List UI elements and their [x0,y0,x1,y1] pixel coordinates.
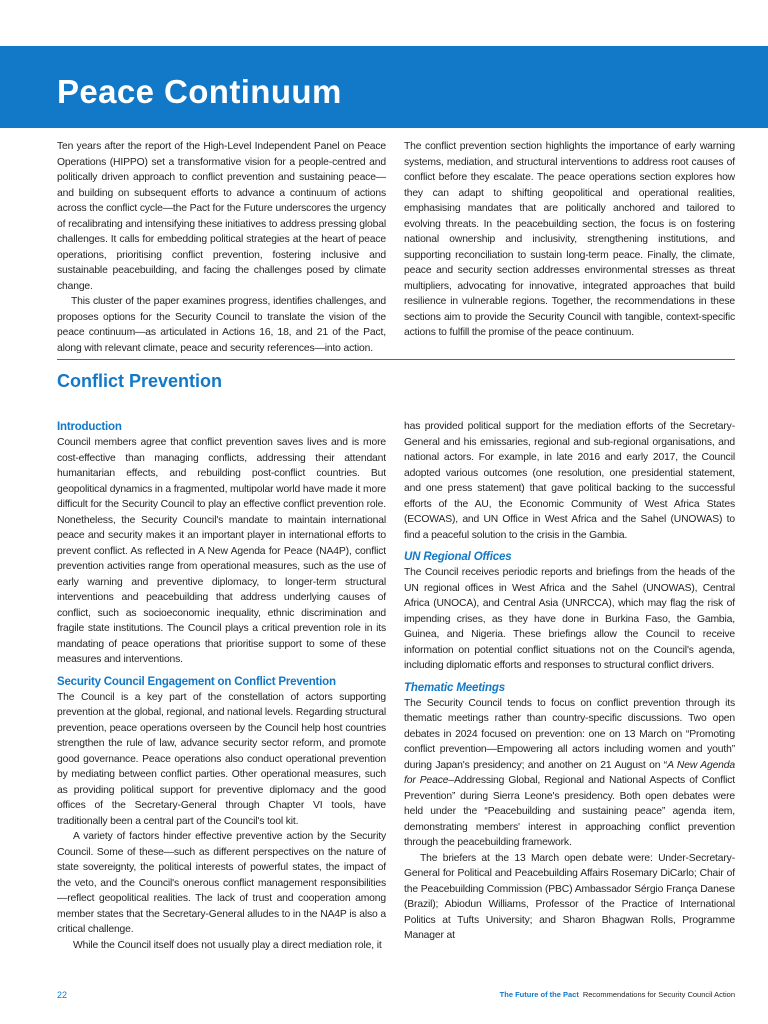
introduction-heading: Introduction [57,421,122,433]
body-paragraph: The Council receives periodic reports and briefings from the heads of the UN regional offices in West Africa and the Sahel (UNOWAS), Central Africa (UNOCA), and Central Asia (UNRCCA), which may flag the risk of impending crises, as they have done in Burkina Faso, the Gambia, Guinea, and Nigeria. These briefings allow the Council to receive information on potential conflict situations not on the Council's agenda, including diplomatic efforts and responses to structural conflict drivers. [404,567,735,671]
body-paragraph: The Council is a key part of the constellation of actors supporting prevention at the global, regional, and national levels. Regarding structural prevention, peace operations overseen by the Council help host countries strengthen the rule of law, advance security sector reform, and promote good governance. Peace operations also conduct operational prevention by mediating between conflict parties. Other operational measures, such as providing political support for preventive diplomacy and the good offices of the Secretary-General through Chapter VI tools, have traditionally been a central part of the Council's tool kit. [57,691,386,827]
body-paragraph: While the Council itself does not usually play a direct mediation role, it [73,939,382,951]
engagement-heading: Security Council Engagement on Conflict Prevention [57,675,336,688]
body-right-column [404,419,735,944]
body-paragraph: has provided political support for the mediation efforts of the Secretary-General and his emissaries, regional and sub-regional organisations, and national actors. For example, in late 2016 and early 2017, the Council adopted various outcomes (one resolution, one presidential statement, and one press statement) that gave political backing to the successful efforts of the AU, the Economic Community of West Africa States (ECOWAS), and UN Office in West Africa and the Sahel (UNOWAS) to find a peaceful solution to the crisis in the Gambia. [404,421,735,541]
body-paragraph: Council members agree that conflict prevention saves lives and is more cost-effective than managing conflicts, addressing their attendant humanitarian effects, and rebuilding post-conflict countries. But geopolitical dynamics in a fragmented, multipolar world have made it more difficult for the Security Council to play an effective conflict prevention role. Nonetheless, the Security Council's mandate to maintain international peace and security makes it an important player in international efforts to prevent conflict. As reflected in A New Agenda for Peace (NA4P), conflict prevention activities range from operational measures, such as the use of early warning and preventive diplomacy, to longer-term structural interventions and peacebuilding that address underlying causes of conflict, such as socioeconomic inequality, ethnic discrimination and fragile state institutions. The Council plays a critical prevention role in its mandating of peace operations that prioritise support to some of these measures and interventions. [57,437,386,665]
page-title: Peace Continuum [57,73,342,110]
body-paragraph: The briefers at the 13 March open debate were: Under-Secretary-General for Political and Peacebuilding Affairs Rosemary DiCarlo; Chair of the Peacebuilding Commission (PBC) Ambassador Sérgio França Danese (Brazil); Abiodun Williams, Professor of the Practice of International Politics at Tufts University; and Sharon Bhagwan Rolls, Programme Manager at [404,852,735,941]
running-footer [500,990,735,1000]
page-number: 22 [57,990,68,1000]
thematic-meetings-heading: Thematic Meetings [404,681,505,694]
intro-right-column [404,139,735,341]
thematic-text: The Security Council tends to focus on conflict prevention through its thematic meetings rather than country-specific discussions. Two open debates in 2024 focused on prevention: one on 13 March on “Promoting conflict prevention—Empowering all actors including women and youth” during Japan's presidency; and another on 21 August on “ [404,697,735,771]
section-divider [57,359,735,360]
intro-left-column [57,139,386,356]
intro-paragraph: The conflict prevention section highlights the importance of early warning systems, mediation, and structural interventions to address root causes of conflict before they escalate. The peace operations section explores how they can adapt to shifting geopolitical and operational realities, emphasising mandates that are politically anchored and tailored to evolving threats. In the peacebuilding section, the focus is on fostering national ownership and inclusivity, strengthening institutions, and supporting reconciliation to sustain long-term peace. Finally, the climate, peace and security section addresses environmental stresses as threat multipliers, advocating for innovative, integrated approaches that build resilience in vulnerable regions. Together, the recommendations in these sections aim to provide the Security Council with tangible, context-specific actions to fulfill the promise of the peace continuum. [404,141,735,338]
na4p-title: A New Agenda for Peace [404,759,735,786]
regional-offices-heading: UN Regional Offices [404,551,512,563]
publication-subtitle: Recommendations for Security Council Action [582,990,735,999]
publication-title: The Future of the Pact [499,990,579,999]
thematic-text: –Addressing Global, Regional and National Aspects of Conflict Prevention” during Sierra Leone's presidency. Both open debates were held under the “Peacebuilding and sustaining peace” agenda item, demonstrating members' interest in approaching conflict prevention through the peacebuilding framework. [404,775,735,848]
intro-paragraph: Ten years after the report of the High-Level Independent Panel on Peace Operations (HIPPO) set a transformative vision for a people-centred and politically driven approach to conflict prevention and sustaining peace—and building on subsequent efforts to advance a continuum of actions across the conflict cycle—the Pact for the Future underscores the urgency of recalibrating and intensifying these initiatives to address pressing global challenges. It calls for embedding political strategies at the heart of peace operations, prioritising conflict prevention, fostering inclusive and sustainable peacebuilding, and facing the challenges posed by climate change. [57,141,386,292]
body-paragraph: A variety of factors hinder effective preventive action by the Security Council. Some of these—such as different perspectives on the nature of state sovereignty, the political interests of powerful states, the impact of the veto, and the Council's onerous conflict management responsibilities—reflect geopolitical realities. The lack of trust and cooperation among member states that the Secretary-General alludes to in the NA4P is also a critical challenge. [57,831,386,935]
body-paragraph [404,696,735,851]
body-left-column [57,419,386,953]
title-banner [0,46,768,128]
section-title: Conflict Prevention [57,371,223,391]
intro-paragraph: This cluster of the paper examines progress, identifies challenges, and proposes options for the Security Council to translate the vision of the peace continuum—as articulated in Actions 16, 18, and 21 of the Pact, along with relevant climate, peace and security references—into action. [57,296,386,354]
